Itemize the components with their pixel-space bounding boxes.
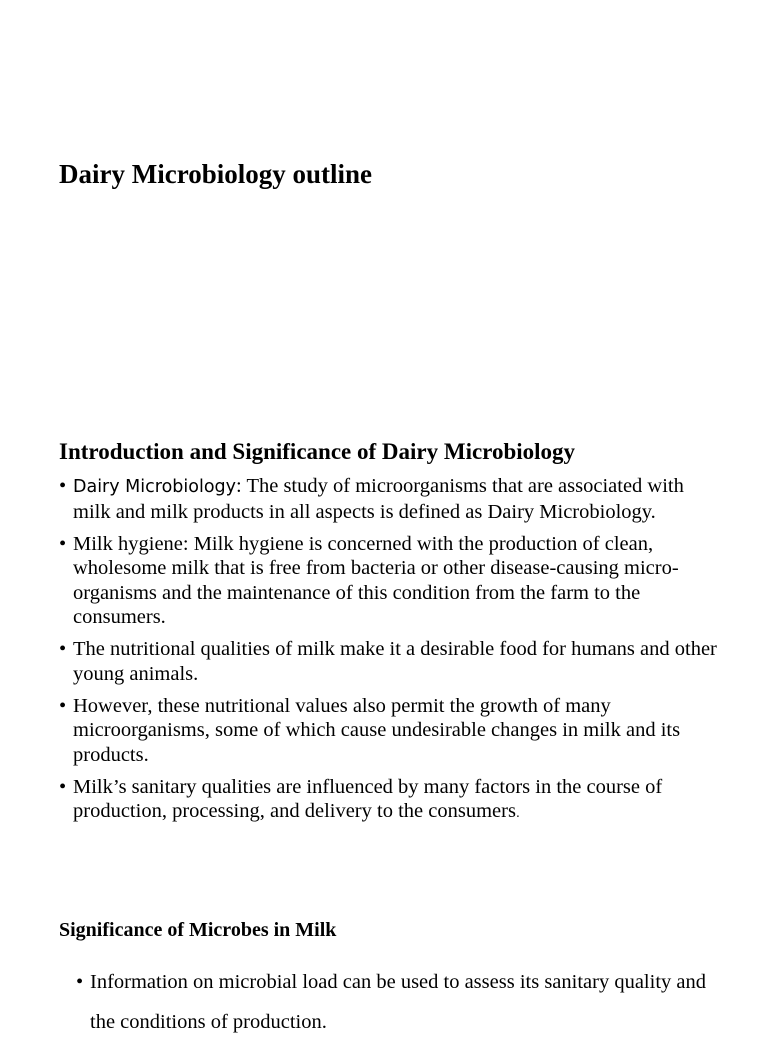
list-item [59, 775, 719, 826]
bullet-icon: • [59, 775, 67, 798]
list-item-end-period: . [515, 806, 520, 820]
list-item [59, 637, 719, 686]
list-item [59, 694, 719, 768]
list-item-text: Milk hygiene: Milk hygiene is concerned with the production of clean, wholesome milk that is free from bacteria or other disease-causing micro-organisms and the maintenance of this condition from the farm to the consumers. [73, 532, 679, 628]
list-item-text: Information on microbial load can be used to assess its sanitary quality and the conditions of production. [90, 971, 706, 1033]
bullet-icon: • [59, 532, 67, 555]
list-item [59, 532, 719, 630]
list-item [59, 474, 719, 524]
term-dairy-microbiology: Dairy Microbiology [73, 477, 236, 497]
bullet-icon: • [59, 694, 67, 717]
subsection-heading: Significance of Microbes in Milk [59, 919, 337, 941]
bullet-list-significance [76, 962, 716, 1042]
list-item-text: The nutritional qualities of milk make it a desirable food for humans and other young animals. [73, 638, 717, 685]
page-title: Dairy Microbiology outline [59, 159, 372, 189]
bullet-icon: • [59, 638, 67, 660]
list-item [76, 962, 716, 1042]
list-item-text: However, these nutritional values also permit the growth of many microorganisms, some of which cause undesirable changes in milk and its products. [73, 694, 681, 766]
section-heading: Introduction and Significance of Dairy Microbiology [59, 439, 576, 464]
definition-text: : The study of microorganisms that are associated with milk and milk products in all aspects is defined as Dairy Microbiology. [73, 475, 684, 523]
list-item-text: Milk’s sanitary qualities are influenced by many factors in the course of production, processing, and delivery to the consumers [73, 775, 663, 822]
bullet-icon: • [76, 971, 84, 993]
bullet-list [59, 474, 719, 833]
bullet-icon: • [59, 475, 67, 497]
